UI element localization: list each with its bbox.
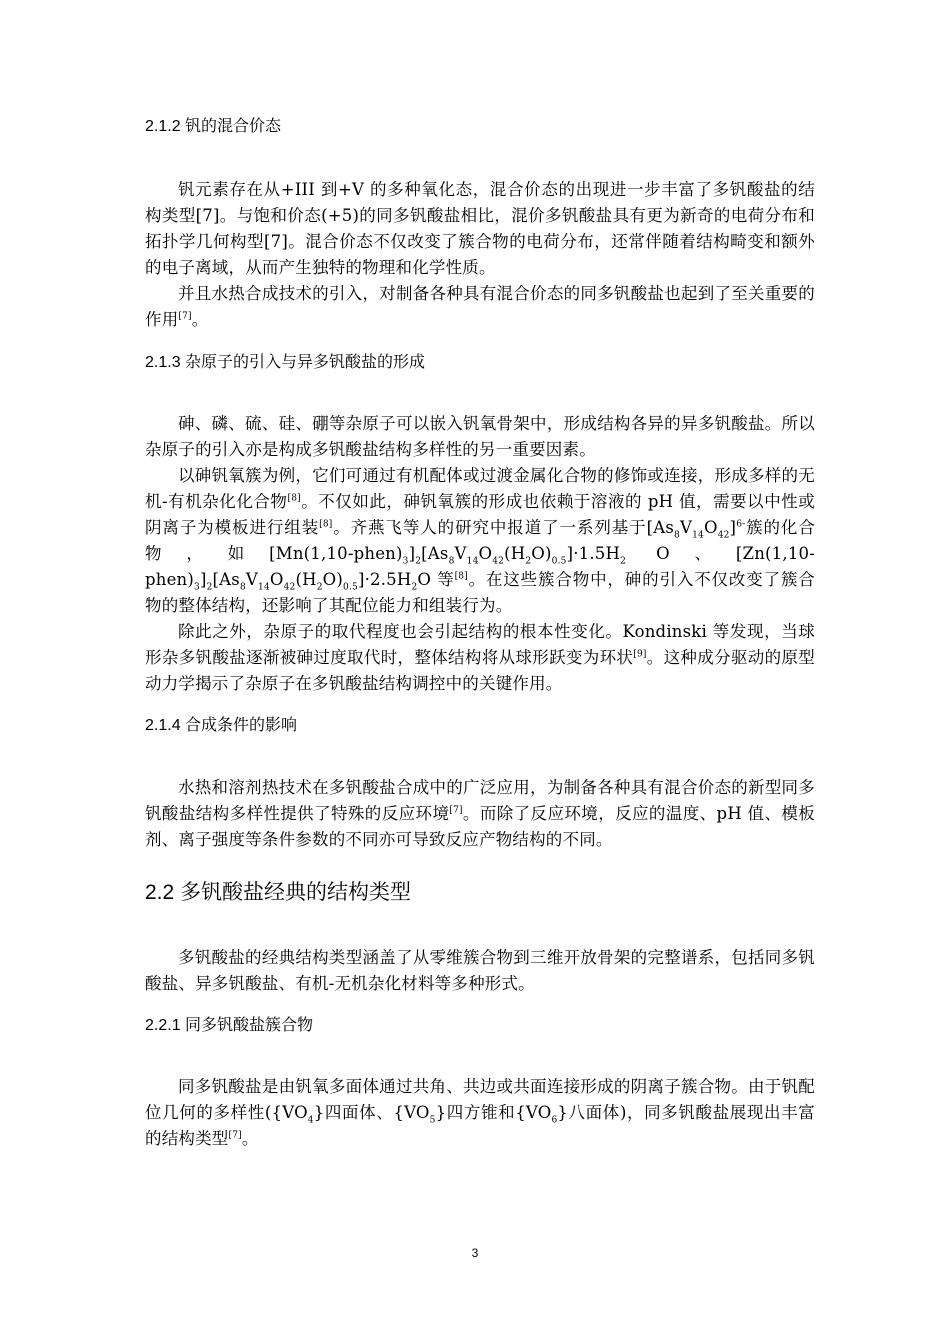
paragraph-mixed-valence bbox=[145, 177, 815, 281]
subscript: 42 bbox=[492, 556, 505, 567]
formula-text: [As bbox=[212, 570, 240, 589]
formula-text: (H bbox=[504, 544, 526, 563]
paragraph-text: 簇的化合物，如[Mn(1,10-phen) bbox=[145, 518, 816, 563]
paragraph-heteroatoms bbox=[145, 411, 815, 463]
paragraph-text: 钒元素存在从+III 到+V 的多种氧化态，混合价态的出现进一步丰富了多钒酸盐的结构类型[7]。与饱和价态(+5)的同多钒酸盐相比，混价多钒酸盐具有更为新奇的电荷分布和拓扑学几何构型[7]。混合价态不仅改变了簇合物的电荷分布，还常伴随着结构畸变和额外的电子离域，从而产生独特的物理和化学性质。 bbox=[145, 180, 815, 277]
paragraph-text: 水热和溶剂热技术在多钒酸盐合成中的广泛应用，为制备各种具有混合价态的新型同多钒酸盐结构多样性提供了特殊的反应环境 bbox=[145, 778, 815, 823]
subscript: 2 bbox=[415, 556, 422, 567]
paragraph-text: 。 bbox=[241, 1129, 259, 1148]
subscript: 14 bbox=[258, 582, 270, 593]
paragraph-text: 。而除了反应环境，反应的温度、pH 值、模板剂、离子强度等条件参数的不同亦可导致反应产物结构的不同。 bbox=[145, 804, 815, 849]
subscript: 2 bbox=[411, 582, 418, 593]
citation: [8] bbox=[454, 571, 468, 582]
heading-2-1-3: 2.1.3 杂原子的引入与异多钒酸盐的形成 bbox=[145, 354, 426, 371]
formula-text: V bbox=[245, 570, 259, 589]
paragraph-hydrothermal bbox=[145, 281, 815, 333]
paragraph-arsenic-vanadium bbox=[145, 463, 815, 619]
superscript: 6- bbox=[736, 519, 746, 530]
formula-text: (H bbox=[295, 570, 317, 589]
paragraph-text: 砷、磷、硫、硅、硼等杂原子可以嵌入钒氧骨架中，形成结构各异的异多钒酸盐。所以杂原子的引入亦是构成多钒酸盐结构多样性的另一重要因素。 bbox=[145, 414, 815, 459]
formula-text: O、[Zn(1,10-phen) bbox=[145, 544, 815, 589]
formula-text: O) bbox=[322, 570, 344, 589]
formula-text: O bbox=[703, 518, 718, 537]
paragraph-text: }八面体)，同多钒酸盐展现出丰富的结构类型 bbox=[145, 1103, 816, 1148]
paragraph-synthesis-conditions bbox=[145, 775, 815, 853]
subscript: 14 bbox=[466, 556, 479, 567]
heading-2-1-4: 2.1.4 合成条件的影响 bbox=[145, 717, 298, 734]
paragraph-text: 。齐燕飞等人的研究中报道了一系列基于[As bbox=[332, 518, 675, 537]
formula-text: O bbox=[478, 544, 493, 563]
paragraph-text: 并且水热合成技术的引入，对制备各种具有混合价态的同多钒酸盐也起到了至关重要的作用 bbox=[145, 284, 815, 329]
formula-text: O) bbox=[531, 544, 552, 563]
citation: [7] bbox=[228, 1130, 242, 1141]
paragraph-text: 同多钒酸盐是由钒氧多面体通过共角、共边或共面连接形成的阴离子簇合物。由于钒配位几何的多样性({VO bbox=[145, 1077, 815, 1122]
formula-text: ] bbox=[729, 518, 737, 537]
subscript: 2 bbox=[525, 556, 532, 567]
citation: [8] bbox=[319, 519, 333, 530]
heading-2-2-1: 2.2.1 同多钒酸盐簇合物 bbox=[145, 1017, 314, 1034]
formula-text: O 等 bbox=[417, 570, 455, 589]
subscript: 5 bbox=[429, 1115, 436, 1126]
formula-text: V bbox=[679, 518, 693, 537]
paragraph-text: 以砷钒氧簇为例，它们可通过有机配体或过渡金属化合物的修饰或连接，形成多样的无机-有机杂化化合物 bbox=[145, 466, 815, 511]
formula-text: ]·1.5H bbox=[566, 544, 621, 563]
subscript: 4 bbox=[307, 1115, 314, 1126]
citation: [7] bbox=[449, 805, 463, 816]
subscript: 14 bbox=[692, 530, 704, 541]
page-content bbox=[145, 116, 815, 1152]
citation: [9] bbox=[633, 649, 647, 660]
subscript: 8 bbox=[674, 530, 680, 541]
formula-text: ]·2.5H bbox=[357, 570, 412, 589]
formula-text: O bbox=[269, 570, 284, 589]
formula-text: ] bbox=[408, 544, 416, 563]
formula-text: V bbox=[454, 544, 467, 563]
citation: [7] bbox=[178, 311, 192, 322]
subscript: 2 bbox=[316, 582, 323, 593]
paragraph-text: 。这种成分驱动的原型动力学揭示了杂原子在多钒酸盐结构调控中的关键作用。 bbox=[145, 648, 815, 693]
paragraph-text: 。 bbox=[191, 310, 209, 329]
subscript: 8 bbox=[239, 582, 246, 593]
heading-2-2: 2.2 多钒酸盐经典的结构类型 bbox=[145, 881, 412, 904]
subscript: 8 bbox=[448, 556, 455, 567]
paragraph-text: }四方锥和{VO bbox=[435, 1103, 552, 1122]
subscript: 2 bbox=[206, 582, 213, 593]
subscript: 42 bbox=[283, 582, 296, 593]
subscript: 0.5 bbox=[343, 582, 358, 593]
paragraph-text: 。不仅如此，砷钒氧簇的形成也依赖于溶液的 pH 值，需要以中性或阴离子为模板进行组装 bbox=[145, 492, 815, 537]
paragraph-text: 多钒酸盐的经典结构类型涵盖了从零维簇合物到三维开放骨架的完整谱系，包括同多钒酸盐、异多钒酸盐、有机-无机杂化材料等多种形式。 bbox=[145, 948, 815, 993]
subscript: 42 bbox=[717, 530, 730, 541]
paragraph-isopolyvanadates bbox=[145, 1074, 815, 1152]
paragraph-text: 。在这些簇合物中，砷的引入不仅改变了簇合物的整体结构，还影响了其配位能力和组装行为。 bbox=[145, 570, 816, 615]
subscript: 3 bbox=[194, 582, 200, 593]
subscript: 3 bbox=[402, 556, 409, 567]
subscript: 2 bbox=[620, 556, 627, 567]
paragraph-text: 除此之外，杂原子的取代程度也会引起结构的根本性变化。Kondinski 等发现，当球形杂多钒酸盐逐渐被砷过度取代时，整体结构将从球形跃变为环状 bbox=[145, 622, 815, 667]
page-number: 3 bbox=[471, 1246, 479, 1260]
citation: [8] bbox=[287, 493, 301, 504]
subscript: 6 bbox=[551, 1115, 558, 1126]
heading-2-1-2: 2.1.2 钒的混合价态 bbox=[145, 118, 282, 135]
formula-text: ] bbox=[199, 570, 207, 589]
subscript: 0.5 bbox=[551, 556, 567, 567]
paragraph-classic-structures bbox=[145, 945, 815, 997]
paragraph-substitution bbox=[145, 619, 815, 697]
paragraph-text: }四面体、{VO bbox=[313, 1103, 430, 1122]
formula-text: [As bbox=[421, 544, 449, 563]
